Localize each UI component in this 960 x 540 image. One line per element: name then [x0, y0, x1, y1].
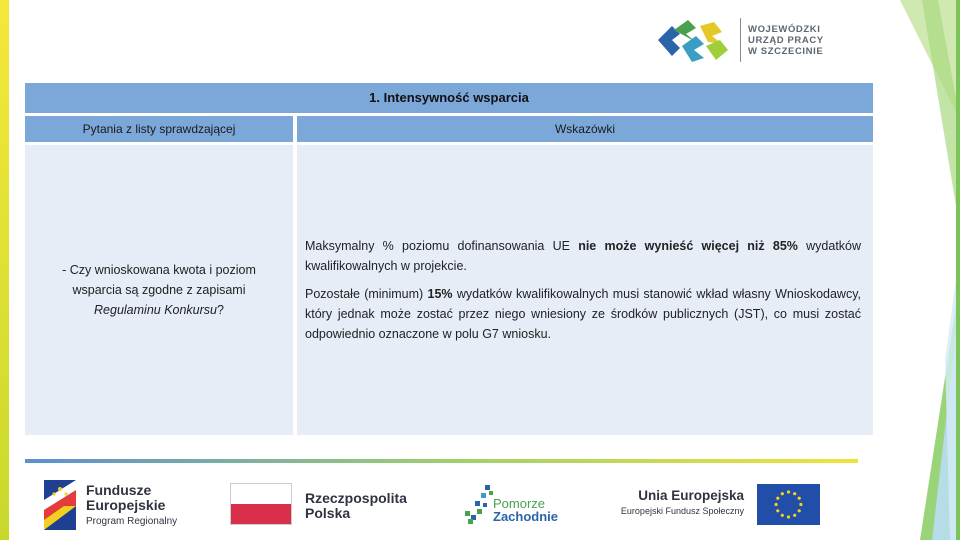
rp-line-2: Polska: [305, 505, 351, 521]
question-cell: [25, 145, 293, 435]
question-text: [39, 260, 279, 320]
question-part-1: - Czy wnioskowana kwota i poziom wsparcia są zgodne z zapisami: [62, 263, 256, 297]
column-header-hints: Wskazówki: [297, 116, 873, 142]
table-header-row: [25, 116, 873, 142]
wup-line-2: URZĄD PRACY: [748, 35, 824, 46]
question-regulamin: Regulaminu Konkursu: [94, 303, 218, 317]
wup-logo-icon: [652, 16, 732, 64]
fundusze-europejskie-flag-icon: [44, 480, 76, 530]
rzeczpospolita-polska-text: [305, 491, 407, 521]
rp-line-1: Rzeczpospolita: [305, 490, 407, 506]
wup-line-1: WOJEWÓDZKI: [748, 24, 821, 35]
hints-cell: [297, 145, 873, 435]
hint-paragraph-2: Pozostałe (minimum) 15% wydatków kwalifikowalnych musi stanowić wkład własny Wnioskodawcy, który jednak może zostać przez niego wniesiony ze środków publicznych (JST), co musi zostać odpowiednio oznaczone w polu G7 wniosku.: [305, 287, 861, 341]
hint-paragraph-1: Maksymalny % poziomu dofinansowania UE nie może wynieść więcej niż 85% wydatków kwalifikowalnych w projekcie.: [305, 239, 862, 273]
wup-logo-text: [748, 24, 824, 57]
table-row: [25, 145, 873, 435]
unia-europejska-text: [614, 488, 744, 516]
wup-divider: [740, 18, 741, 62]
left-accent-bar: [0, 0, 9, 540]
fundusze-europejskie-logo: [44, 480, 224, 535]
wup-line-3: W SZCZECINIE: [748, 46, 824, 57]
fe-title-line-1: Fundusze: [86, 482, 152, 498]
wup-logo: [652, 14, 842, 66]
table-title: 1. Intensywność wsparcia: [25, 83, 873, 113]
column-header-questions: Pytania z listy sprawdzającej: [25, 116, 293, 142]
right-decorative-shapes: [860, 0, 960, 540]
pz-line-1: Pomorze: [493, 496, 546, 511]
ue-subtitle: Europejski Fundusz Społeczny: [620, 506, 744, 516]
fe-title-line-2: Europejskie: [86, 497, 166, 513]
pz-line-2: Zachodnie: [493, 509, 559, 524]
pomorze-zachodnie-logo: [463, 481, 583, 531]
ue-title: Unia Europejska: [638, 488, 744, 503]
polish-flag-icon: [230, 483, 292, 525]
footer-divider: [25, 459, 858, 463]
criteria-table: [25, 83, 873, 435]
fe-subtitle: Program Regionalny: [86, 516, 178, 527]
eu-flag-icon: [757, 484, 820, 525]
question-mark: ?: [217, 303, 224, 317]
footer-logos: [0, 470, 960, 540]
